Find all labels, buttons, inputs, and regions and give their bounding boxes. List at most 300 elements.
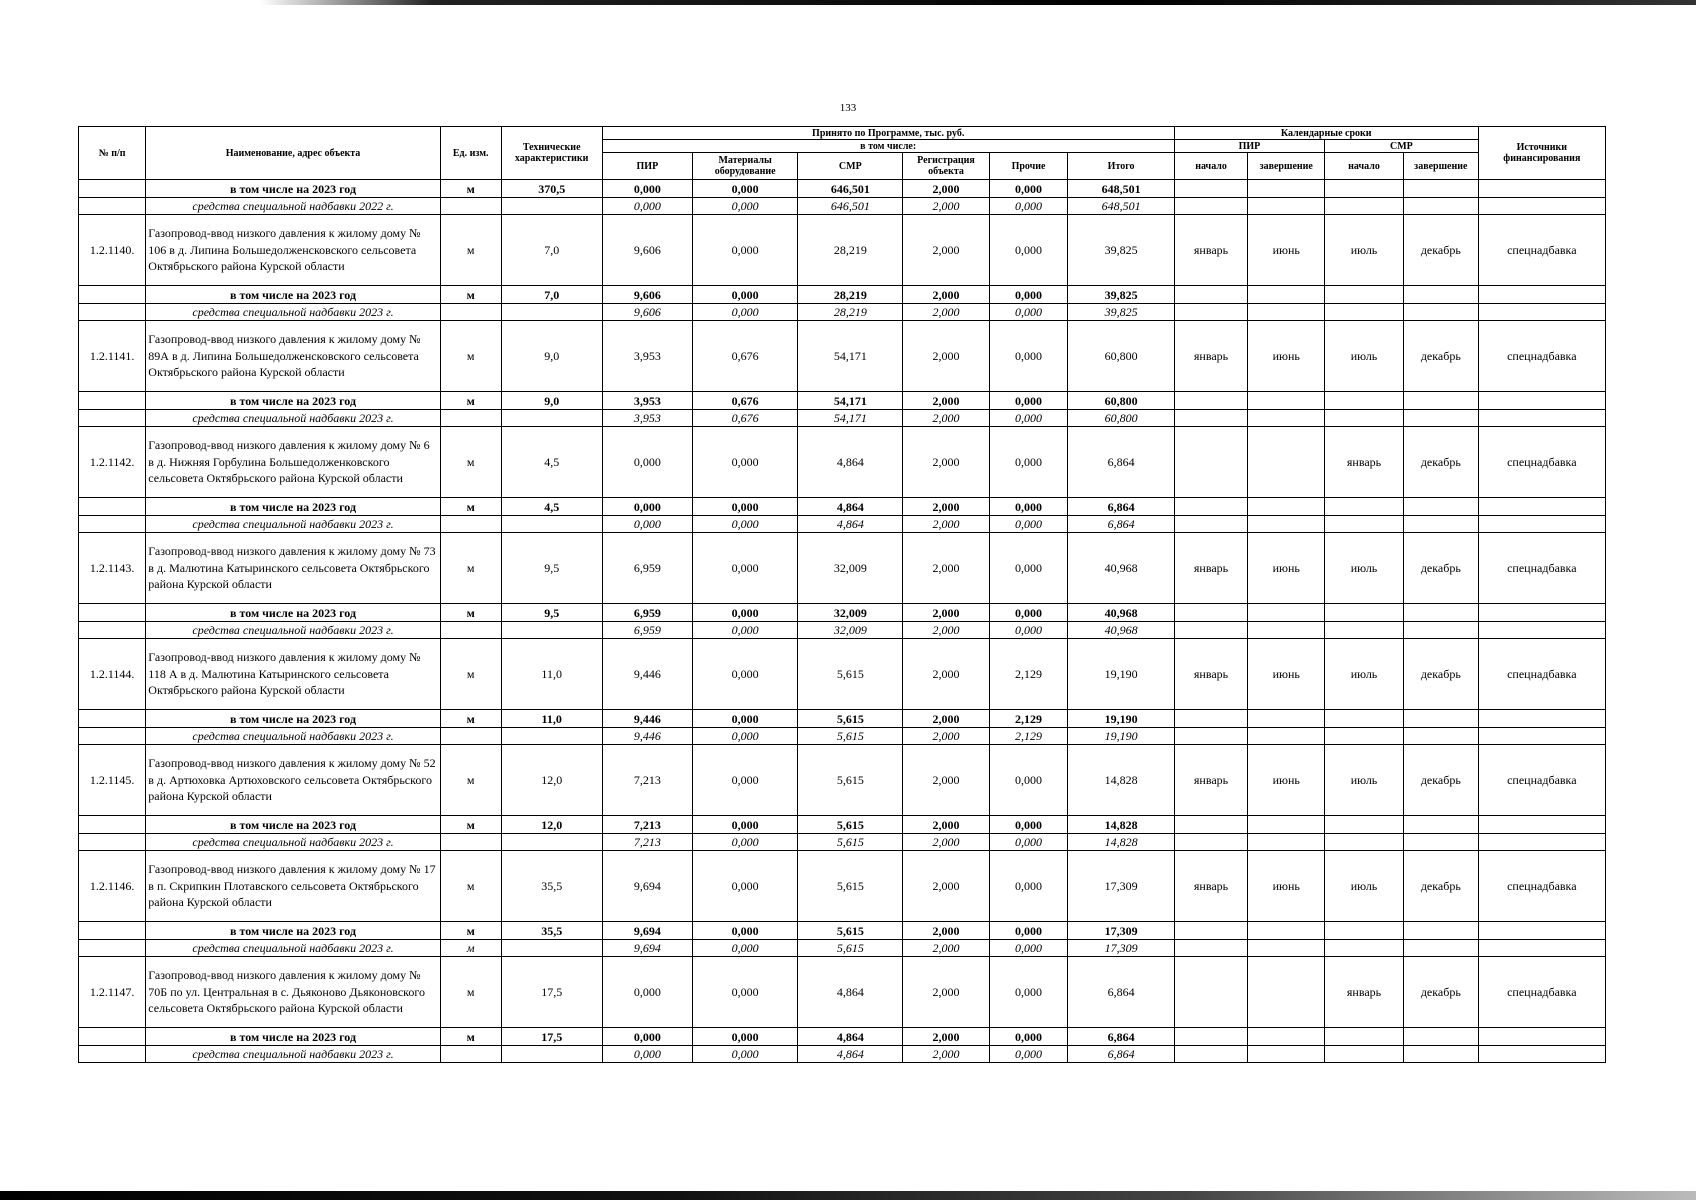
unit-cell [440,410,501,427]
total-cell: 6,864 [1068,498,1174,516]
header-name: Наименование, адрес объекта [146,127,440,180]
unit-cell: м [440,1028,501,1046]
materials-cell: 0,000 [693,180,798,198]
registration-cell: 2,000 [903,710,989,728]
page-number: 133 [839,102,857,114]
pir-end-cell [1248,957,1325,1028]
row-label: в том числе на 2023 год [146,710,440,728]
subtotal-row [79,922,1606,940]
subtotal-row [79,286,1606,304]
smr-start-cell: июль [1325,639,1404,710]
tech-cell: 11,0 [501,710,602,728]
smr-cell: 5,615 [798,940,903,957]
source-cell: спецнадбавка [1478,745,1605,816]
unit-cell [440,622,501,639]
materials-cell: 0,000 [693,286,798,304]
source-cell: спецнадбавка [1478,215,1605,286]
total-cell: 648,501 [1068,198,1174,215]
header-materials: Материалы оборудование [693,153,798,180]
smr-cell: 32,009 [798,533,903,604]
object-name: Газопровод-ввод низкого давления к жилому дому № 6 в д. Нижняя Горбулина Большедолженковского сельсовета Октябрьского района Курской области [146,427,440,498]
materials-cell: 0,000 [693,533,798,604]
tech-cell: 4,5 [501,427,602,498]
pir-cell: 9,446 [602,710,692,728]
registration-cell: 2,000 [903,215,989,286]
materials-cell: 0,000 [693,834,798,851]
total-cell: 648,501 [1068,180,1174,198]
other-cell: 0,000 [989,427,1068,498]
tech-cell: 9,0 [501,392,602,410]
pir-end-cell: июнь [1248,215,1325,286]
unit-cell: м [440,498,501,516]
source-cell: спецнадбавка [1478,427,1605,498]
smr-cell: 5,615 [798,728,903,745]
pir-cell: 9,694 [602,851,692,922]
total-cell: 39,825 [1068,215,1174,286]
unit-cell: м [440,957,501,1028]
other-cell: 0,000 [989,286,1068,304]
fund-row [79,1046,1606,1063]
source-cell: спецнадбавка [1478,957,1605,1028]
registration-cell: 2,000 [903,198,989,215]
tech-cell: 17,5 [501,957,602,1028]
smr-start-cell: июль [1325,745,1404,816]
object-name: Газопровод-ввод низкого давления к жилому дому № 52 в д. Артюховка Артюховского сельсовета Октябрьского района Курской области [146,745,440,816]
object-number: 1.2.1144. [79,639,146,710]
pir-end-cell: июнь [1248,321,1325,392]
registration-cell: 2,000 [903,533,989,604]
tech-cell: 35,5 [501,851,602,922]
smr-cell: 4,864 [798,427,903,498]
header-including: в том числе: [602,140,1174,153]
row-label: средства специальной надбавки 2023 г. [146,304,440,321]
smr-end-cell: декабрь [1403,851,1478,922]
smr-cell: 4,864 [798,957,903,1028]
pir-cell: 9,606 [602,215,692,286]
smr-cell: 5,615 [798,922,903,940]
materials-cell: 0,676 [693,392,798,410]
smr-start-cell: июль [1325,851,1404,922]
unit-cell: м [440,745,501,816]
pir-end-cell: июнь [1248,639,1325,710]
pir-cell: 7,213 [602,816,692,834]
other-cell: 0,000 [989,1028,1068,1046]
pir-cell: 0,000 [602,427,692,498]
unit-cell: м [440,639,501,710]
smr-cell: 646,501 [798,180,903,198]
materials-cell: 0,000 [693,498,798,516]
fund-row [79,410,1606,427]
pir-cell: 9,446 [602,639,692,710]
pir-end-cell: июнь [1248,745,1325,816]
unit-cell [440,834,501,851]
header-registration: Регистрация объекта [903,153,989,180]
smr-cell: 5,615 [798,816,903,834]
total-cell: 17,309 [1068,940,1174,957]
fund-row [79,834,1606,851]
smr-cell: 4,864 [798,516,903,533]
registration-cell: 2,000 [903,516,989,533]
smr-start-cell: июль [1325,321,1404,392]
materials-cell: 0,000 [693,215,798,286]
smr-cell: 28,219 [798,215,903,286]
carry-fund-row [79,198,1606,215]
object-row [79,321,1606,392]
header-other: Прочие [989,153,1068,180]
other-cell: 0,000 [989,180,1068,198]
registration-cell: 2,000 [903,410,989,427]
pir-cell: 3,953 [602,321,692,392]
other-cell: 0,000 [989,604,1068,622]
unit-cell [440,304,501,321]
other-cell: 0,000 [989,516,1068,533]
smr-end-cell: декабрь [1403,957,1478,1028]
scan-edge-top [260,0,1696,5]
unit-cell: м [440,533,501,604]
materials-cell: 0,000 [693,745,798,816]
registration-cell: 2,000 [903,851,989,922]
fund-row [79,516,1606,533]
total-cell: 19,190 [1068,710,1174,728]
total-cell: 60,800 [1068,410,1174,427]
unit-cell: м [440,816,501,834]
pir-start-cell: январь [1174,851,1248,922]
smr-cell: 4,864 [798,498,903,516]
materials-cell: 0,000 [693,816,798,834]
row-label: в том числе на 2023 год [146,286,440,304]
total-cell: 6,864 [1068,427,1174,498]
other-cell: 0,000 [989,533,1068,604]
other-cell: 0,000 [989,304,1068,321]
pir-start-cell [1174,427,1248,498]
other-cell: 0,000 [989,1046,1068,1063]
other-cell: 0,000 [989,745,1068,816]
header-pir: ПИР [602,153,692,180]
other-cell: 0,000 [989,215,1068,286]
source-cell: спецнадбавка [1478,321,1605,392]
pir-cell: 9,606 [602,286,692,304]
total-cell: 17,309 [1068,922,1174,940]
row-label: средства специальной надбавки 2023 г. [146,834,440,851]
unit-cell: м [440,215,501,286]
subtotal-row [79,392,1606,410]
registration-cell: 2,000 [903,922,989,940]
header-unit: Ед. изм. [440,127,501,180]
total-cell: 19,190 [1068,639,1174,710]
smr-end-cell: декабрь [1403,745,1478,816]
object-row [79,427,1606,498]
other-cell: 0,000 [989,851,1068,922]
pir-cell: 9,446 [602,728,692,745]
tech-cell: 9,5 [501,533,602,604]
subtotal-row [79,816,1606,834]
other-cell: 0,000 [989,198,1068,215]
fund-row [79,304,1606,321]
program-table [78,126,1606,1063]
smr-cell: 32,009 [798,622,903,639]
pir-cell: 6,959 [602,622,692,639]
object-number: 1.2.1146. [79,851,146,922]
other-cell: 0,000 [989,321,1068,392]
registration-cell: 2,000 [903,745,989,816]
total-cell: 6,864 [1068,1028,1174,1046]
pir-end-cell: июнь [1248,851,1325,922]
row-label: средства специальной надбавки 2023 г. [146,940,440,957]
tech-cell: 17,5 [501,1028,602,1046]
smr-cell: 54,171 [798,321,903,392]
other-cell: 0,000 [989,940,1068,957]
pir-end-cell: июнь [1248,533,1325,604]
pir-cell: 0,000 [602,516,692,533]
materials-cell: 0,000 [693,516,798,533]
materials-cell: 0,000 [693,710,798,728]
header-smr-end: завершение [1403,153,1478,180]
tech-cell: 35,5 [501,922,602,940]
smr-cell: 5,615 [798,710,903,728]
registration-cell: 2,000 [903,427,989,498]
header-calendar: Календарные сроки [1174,127,1478,140]
other-cell: 0,000 [989,498,1068,516]
header-total: Итого [1068,153,1174,180]
object-name: Газопровод-ввод низкого давления к жилому дому № 70Б по ул. Центральная в с. Дьяконово Дьяконовского сельсовета Октябрьского района Курской области [146,957,440,1028]
pir-start-cell: январь [1174,321,1248,392]
object-row [79,533,1606,604]
smr-start-cell: июль [1325,215,1404,286]
object-number: 1.2.1145. [79,745,146,816]
pir-cell: 0,000 [602,198,692,215]
object-number: 1.2.1141. [79,321,146,392]
tech-cell: 12,0 [501,745,602,816]
registration-cell: 2,000 [903,728,989,745]
object-number: 1.2.1142. [79,427,146,498]
registration-cell: 2,000 [903,321,989,392]
unit-cell: м [440,180,501,198]
object-row [79,851,1606,922]
smr-end-cell: декабрь [1403,639,1478,710]
subtotal-row [79,604,1606,622]
pir-cell: 9,694 [602,922,692,940]
registration-cell: 2,000 [903,392,989,410]
registration-cell: 2,000 [903,304,989,321]
header-cal-smr: СМР [1325,140,1479,153]
source-cell: спецнадбавка [1478,851,1605,922]
object-name: Газопровод-ввод низкого давления к жилому дому № 89А в д. Липина Большедолженсковского сельсовета Октябрьского района Курской области [146,321,440,392]
pir-end-cell [1248,427,1325,498]
header-smr-start: начало [1325,153,1404,180]
total-cell: 40,968 [1068,533,1174,604]
row-label: в том числе на 2023 год [146,816,440,834]
row-label: в том числе на 2023 год [146,922,440,940]
total-cell: 6,864 [1068,516,1174,533]
row-label: в том числе на 2023 год [146,604,440,622]
materials-cell: 0,676 [693,321,798,392]
total-cell: 17,309 [1068,851,1174,922]
materials-cell: 0,000 [693,1028,798,1046]
registration-cell: 2,000 [903,180,989,198]
scan-edge-bottom [0,1191,1696,1200]
object-name: Газопровод-ввод низкого давления к жилому дому № 17 в п. Скрипкин Плотавского сельсовета Октябрьского района Курской области [146,851,440,922]
other-cell: 0,000 [989,410,1068,427]
materials-cell: 0,000 [693,728,798,745]
materials-cell: 0,000 [693,198,798,215]
smr-cell: 28,219 [798,286,903,304]
tech-cell: 11,0 [501,639,602,710]
other-cell: 0,000 [989,816,1068,834]
pir-cell: 6,959 [602,604,692,622]
header-tech: Технические характеристики [501,127,602,180]
materials-cell: 0,000 [693,304,798,321]
table-body [79,180,1606,1063]
registration-cell: 2,000 [903,1046,989,1063]
unit-cell: м [440,604,501,622]
registration-cell: 2,000 [903,286,989,304]
other-cell: 0,000 [989,834,1068,851]
pir-cell: 0,000 [602,1046,692,1063]
smr-start-cell: январь [1325,427,1404,498]
unit-cell [440,728,501,745]
object-number: 1.2.1147. [79,957,146,1028]
row-label: средства специальной надбавки 2022 г. [146,198,440,215]
smr-cell: 646,501 [798,198,903,215]
smr-start-cell: январь [1325,957,1404,1028]
source-cell: спецнадбавка [1478,639,1605,710]
other-cell: 2,129 [989,639,1068,710]
row-label: в том числе на 2023 год [146,180,440,198]
pir-cell: 0,000 [602,1028,692,1046]
object-number: 1.2.1140. [79,215,146,286]
object-number: 1.2.1143. [79,533,146,604]
object-row [79,745,1606,816]
total-cell: 40,968 [1068,604,1174,622]
smr-end-cell: декабрь [1403,321,1478,392]
materials-cell: 0,000 [693,427,798,498]
row-label: в том числе на 2023 год [146,498,440,516]
materials-cell: 0,000 [693,851,798,922]
materials-cell: 0,000 [693,922,798,940]
total-cell: 60,800 [1068,392,1174,410]
pir-cell: 0,000 [602,498,692,516]
registration-cell: 2,000 [903,816,989,834]
smr-start-cell: июль [1325,533,1404,604]
pir-cell: 3,953 [602,392,692,410]
materials-cell: 0,000 [693,1046,798,1063]
other-cell: 0,000 [989,392,1068,410]
pir-cell: 0,000 [602,180,692,198]
registration-cell: 2,000 [903,834,989,851]
row-label: средства специальной надбавки 2023 г. [146,516,440,533]
tech-cell: 12,0 [501,816,602,834]
total-cell: 60,800 [1068,321,1174,392]
tech-cell: 9,5 [501,604,602,622]
registration-cell: 2,000 [903,639,989,710]
pir-cell: 6,959 [602,533,692,604]
registration-cell: 2,000 [903,957,989,1028]
row-label: в том числе на 2023 год [146,392,440,410]
smr-cell: 5,615 [798,851,903,922]
unit-cell: м [440,710,501,728]
pir-start-cell: январь [1174,745,1248,816]
tech-cell: 9,0 [501,321,602,392]
tech-cell: 7,0 [501,286,602,304]
materials-cell: 0,000 [693,622,798,639]
registration-cell: 2,000 [903,1028,989,1046]
row-label: средства специальной надбавки 2023 г. [146,728,440,745]
subtotal-row [79,1028,1606,1046]
fund-row [79,940,1606,957]
smr-end-cell: декабрь [1403,215,1478,286]
smr-cell: 4,864 [798,1028,903,1046]
header-num: № п/п [79,127,146,180]
materials-cell: 0,000 [693,940,798,957]
pir-cell: 7,213 [602,834,692,851]
pir-cell: 9,606 [602,304,692,321]
smr-cell: 28,219 [798,304,903,321]
object-name: Газопровод-ввод низкого давления к жилому дому № 73 в д. Малютина Катыринского сельсовета Октябрьского района Курской области [146,533,440,604]
other-cell: 2,129 [989,728,1068,745]
row-label: средства специальной надбавки 2023 г. [146,410,440,427]
materials-cell: 0,000 [693,604,798,622]
header-cal-pir: ПИР [1174,140,1324,153]
object-row [79,957,1606,1028]
registration-cell: 2,000 [903,940,989,957]
smr-cell: 54,171 [798,392,903,410]
materials-cell: 0,000 [693,639,798,710]
other-cell: 0,000 [989,922,1068,940]
carry-subtotal-row [79,180,1606,198]
total-cell: 14,828 [1068,745,1174,816]
total-cell: 39,825 [1068,286,1174,304]
total-cell: 6,864 [1068,957,1174,1028]
unit-cell: м [440,940,501,957]
total-cell: 14,828 [1068,834,1174,851]
smr-cell: 5,615 [798,745,903,816]
smr-end-cell: декабрь [1403,533,1478,604]
table-header [79,127,1606,180]
object-row [79,215,1606,286]
total-cell: 6,864 [1068,1046,1174,1063]
smr-cell: 4,864 [798,1046,903,1063]
smr-cell: 5,615 [798,834,903,851]
fund-row [79,622,1606,639]
registration-cell: 2,000 [903,622,989,639]
object-row [79,639,1606,710]
fund-row [79,728,1606,745]
registration-cell: 2,000 [903,498,989,516]
unit-cell: м [440,427,501,498]
header-sources: Источники финансирования [1478,127,1605,180]
row-label: средства специальной надбавки 2023 г. [146,622,440,639]
pir-start-cell [1174,957,1248,1028]
header-pir-start: начало [1174,153,1248,180]
other-cell: 0,000 [989,622,1068,639]
unit-cell [440,516,501,533]
source-cell: спецнадбавка [1478,533,1605,604]
registration-cell: 2,000 [903,604,989,622]
unit-cell: м [440,851,501,922]
total-cell: 40,968 [1068,622,1174,639]
unit-cell: м [440,321,501,392]
tech-cell: 4,5 [501,498,602,516]
total-cell: 19,190 [1068,728,1174,745]
unit-cell [440,1046,501,1063]
pir-start-cell: январь [1174,215,1248,286]
smr-cell: 54,171 [798,410,903,427]
unit-cell: м [440,392,501,410]
row-label: в том числе на 2023 год [146,1028,440,1046]
tech-cell: 370,5 [501,180,602,198]
pir-cell: 0,000 [602,957,692,1028]
pir-start-cell: январь [1174,639,1248,710]
